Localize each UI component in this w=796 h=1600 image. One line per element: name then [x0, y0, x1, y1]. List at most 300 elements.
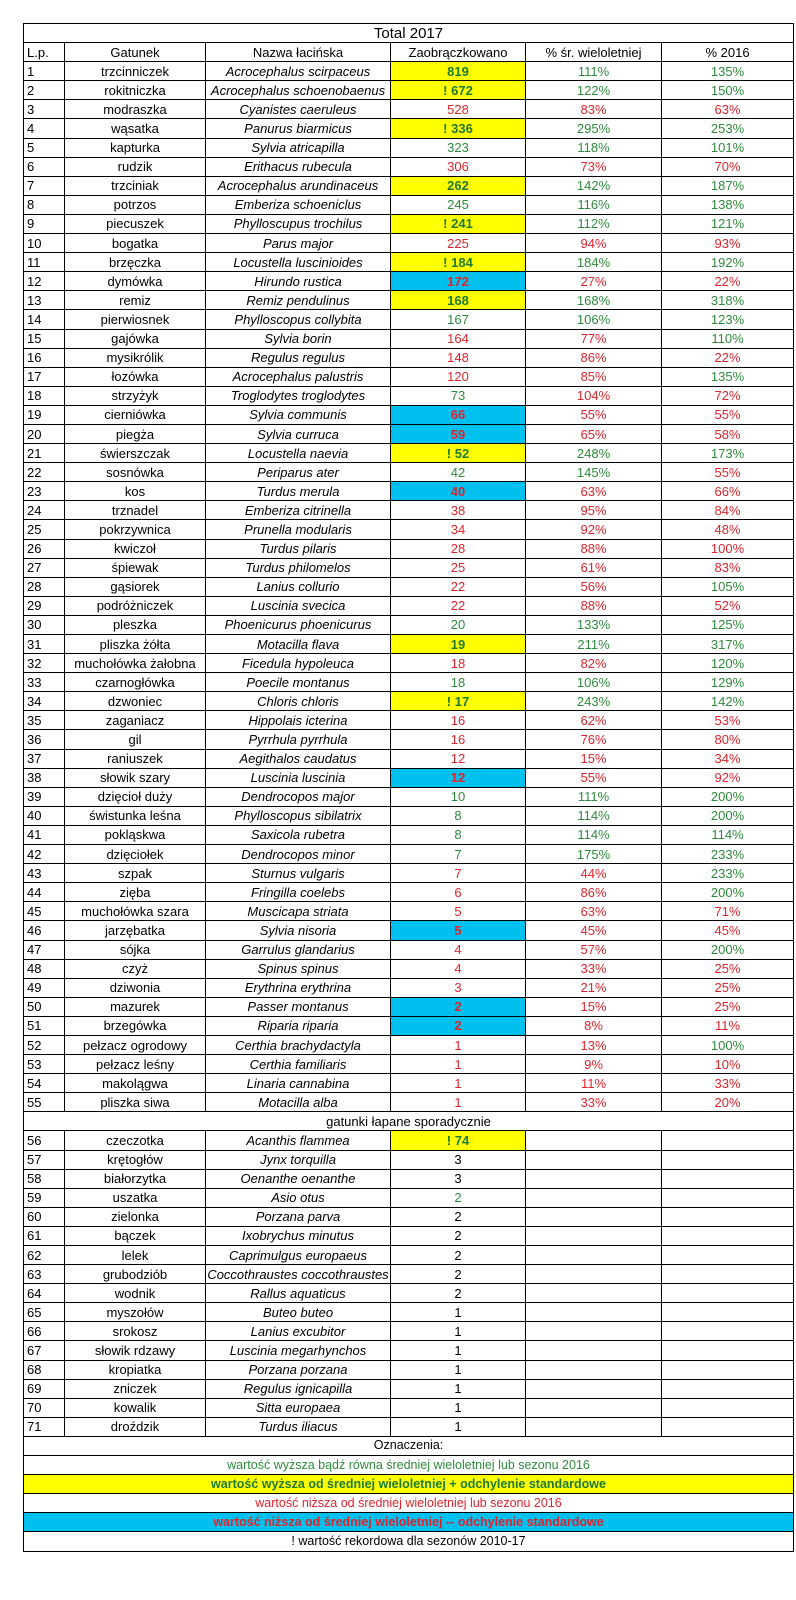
row-number: 18 — [24, 386, 65, 405]
ringed-count: 2 — [391, 1226, 526, 1245]
latin-name: Acrocephalus palustris — [206, 367, 391, 386]
pct-2016: 25% — [662, 959, 794, 978]
row-number: 27 — [24, 558, 65, 577]
species-name: pleszka — [65, 615, 206, 634]
latin-name: Chloris chloris — [206, 692, 391, 711]
ringed-count: 2 — [391, 1016, 526, 1035]
ringing-summary-table-container — [23, 23, 793, 1552]
table-row — [24, 730, 794, 749]
pct-2016: 52% — [662, 596, 794, 615]
species-name: rokitniczka — [65, 81, 206, 100]
ringed-count: 2 — [391, 1265, 526, 1284]
table-row — [24, 692, 794, 711]
table-row — [24, 1398, 794, 1417]
row-number: 22 — [24, 463, 65, 482]
latin-name: Linaria cannabina — [206, 1074, 391, 1093]
pct-2016: 101% — [662, 138, 794, 157]
ringed-count: 66 — [391, 405, 526, 424]
table-row — [24, 825, 794, 844]
ringed-count: 1 — [391, 1055, 526, 1074]
header-pct-longterm: % śr. wieloletniej — [526, 43, 662, 62]
species-name: trznadel — [65, 501, 206, 520]
latin-name: Ixobrychus minutus — [206, 1226, 391, 1245]
ringed-count: 16 — [391, 730, 526, 749]
table-row — [24, 501, 794, 520]
latin-name: Caprimulgus europaeus — [206, 1246, 391, 1265]
table-row — [24, 367, 794, 386]
species-name: zaganiacz — [65, 711, 206, 730]
ringed-count: 3 — [391, 1150, 526, 1169]
row-number: 13 — [24, 291, 65, 310]
pct-2016: 71% — [662, 902, 794, 921]
row-number: 56 — [24, 1131, 65, 1150]
ringed-count: 3 — [391, 1169, 526, 1188]
row-number: 9 — [24, 214, 65, 233]
pct-2016: 192% — [662, 253, 794, 272]
latin-name: Motacilla alba — [206, 1093, 391, 1112]
table-row — [24, 711, 794, 730]
pct-2016: 100% — [662, 1035, 794, 1054]
row-number: 63 — [24, 1265, 65, 1284]
pct-longterm-empty — [526, 1131, 662, 1150]
pct-2016: 25% — [662, 978, 794, 997]
pct-longterm: 85% — [526, 367, 662, 386]
ringed-count: ! 17 — [391, 692, 526, 711]
row-number: 7 — [24, 176, 65, 195]
table-row — [24, 1131, 794, 1150]
table-row — [24, 310, 794, 329]
ringed-count: 73 — [391, 386, 526, 405]
row-number: 21 — [24, 444, 65, 463]
table-row — [24, 1417, 794, 1436]
pct-2016: 25% — [662, 997, 794, 1016]
species-name: uszatka — [65, 1188, 206, 1207]
pct-longterm: 86% — [526, 883, 662, 902]
table-row — [24, 1226, 794, 1245]
pct-longterm: 27% — [526, 272, 662, 291]
pct-longterm: 88% — [526, 596, 662, 615]
pct-2016: 138% — [662, 195, 794, 214]
pct-longterm: 63% — [526, 482, 662, 501]
ringed-count: 172 — [391, 272, 526, 291]
header-row — [24, 43, 794, 62]
latin-name: Erythrina erythrina — [206, 978, 391, 997]
row-number: 59 — [24, 1188, 65, 1207]
header-pct-2016: % 2016 — [662, 43, 794, 62]
pct-longterm-empty — [526, 1188, 662, 1207]
latin-name: Turdus iliacus — [206, 1417, 391, 1436]
ringed-count: 5 — [391, 921, 526, 940]
pct-2016-empty — [662, 1226, 794, 1245]
species-name: łozówka — [65, 367, 206, 386]
species-name: piegża — [65, 424, 206, 443]
species-name: kapturka — [65, 138, 206, 157]
ringed-count: 1 — [391, 1074, 526, 1093]
pct-2016: 233% — [662, 845, 794, 864]
pct-longterm: 45% — [526, 921, 662, 940]
table-row — [24, 1322, 794, 1341]
ringed-count: 225 — [391, 234, 526, 253]
table-row — [24, 787, 794, 806]
pct-longterm: 33% — [526, 959, 662, 978]
row-number: 12 — [24, 272, 65, 291]
latin-name: Sylvia borin — [206, 329, 391, 348]
latin-name: Porzana parva — [206, 1207, 391, 1226]
latin-name: Aegithalos caudatus — [206, 749, 391, 768]
ringed-count: 19 — [391, 635, 526, 654]
species-name: pokląskwa — [65, 825, 206, 844]
pct-2016: 48% — [662, 520, 794, 539]
ringed-count: 167 — [391, 310, 526, 329]
row-number: 10 — [24, 234, 65, 253]
pct-2016-empty — [662, 1417, 794, 1436]
pct-2016: 100% — [662, 539, 794, 558]
species-name: brzegówka — [65, 1016, 206, 1035]
pct-longterm: 63% — [526, 902, 662, 921]
table-row — [24, 119, 794, 138]
table-row — [24, 1035, 794, 1054]
row-number: 41 — [24, 825, 65, 844]
pct-2016: 66% — [662, 482, 794, 501]
ringed-count: 1 — [391, 1341, 526, 1360]
latin-name: Luscinia luscinia — [206, 768, 391, 787]
species-name: kowalik — [65, 1398, 206, 1417]
table-row — [24, 654, 794, 673]
table-row — [24, 959, 794, 978]
table-row — [24, 902, 794, 921]
row-number: 35 — [24, 711, 65, 730]
latin-name: Prunella modularis — [206, 520, 391, 539]
row-number: 5 — [24, 138, 65, 157]
pct-longterm: 295% — [526, 119, 662, 138]
table-row — [24, 520, 794, 539]
pct-longterm: 15% — [526, 997, 662, 1016]
pct-2016-empty — [662, 1265, 794, 1284]
row-number: 1 — [24, 62, 65, 81]
title-row — [24, 24, 794, 43]
pct-longterm: 56% — [526, 577, 662, 596]
table-row — [24, 214, 794, 233]
ringed-count: 1 — [391, 1360, 526, 1379]
latin-name: Garrulus glandarius — [206, 940, 391, 959]
row-number: 62 — [24, 1246, 65, 1265]
latin-name: Motacilla flava — [206, 635, 391, 654]
latin-name: Porzana porzana — [206, 1360, 391, 1379]
latin-name: Locustella luscinioides — [206, 253, 391, 272]
species-name: trzciniak — [65, 176, 206, 195]
ringed-count: 1 — [391, 1417, 526, 1436]
pct-longterm: 111% — [526, 787, 662, 806]
ringed-count: 7 — [391, 845, 526, 864]
ringed-count: 28 — [391, 539, 526, 558]
pct-2016-empty — [662, 1131, 794, 1150]
ringed-count: 16 — [391, 711, 526, 730]
pct-2016: 33% — [662, 1074, 794, 1093]
pct-longterm-empty — [526, 1417, 662, 1436]
ringed-count: 22 — [391, 577, 526, 596]
pct-2016: 84% — [662, 501, 794, 520]
row-number: 68 — [24, 1360, 65, 1379]
latin-name: Regulus ignicapilla — [206, 1379, 391, 1398]
species-name: pełzacz leśny — [65, 1055, 206, 1074]
row-number: 57 — [24, 1150, 65, 1169]
latin-name: Phylloscopus collybita — [206, 310, 391, 329]
ringed-count: ! 52 — [391, 444, 526, 463]
latin-name: Panurus biarmicus — [206, 119, 391, 138]
table-row — [24, 1188, 794, 1207]
table-row — [24, 749, 794, 768]
latin-name: Rallus aquaticus — [206, 1284, 391, 1303]
ringed-count: 168 — [391, 291, 526, 310]
sporadic-section-title: gatunki łapane sporadycznie — [24, 1112, 794, 1131]
pct-longterm-empty — [526, 1150, 662, 1169]
table-row — [24, 157, 794, 176]
latin-name: Dendrocopos minor — [206, 845, 391, 864]
species-name: słowik szary — [65, 768, 206, 787]
table-row — [24, 806, 794, 825]
latin-name: Certhia brachydactyla — [206, 1035, 391, 1054]
header-ringed: Zaobrączkowano — [391, 43, 526, 62]
pct-longterm: 73% — [526, 157, 662, 176]
species-name: sójka — [65, 940, 206, 959]
species-name: droździk — [65, 1417, 206, 1436]
pct-2016-empty — [662, 1303, 794, 1322]
table-row — [24, 1016, 794, 1035]
row-number: 3 — [24, 100, 65, 119]
sporadic-section-row — [24, 1112, 794, 1131]
row-number: 70 — [24, 1398, 65, 1417]
pct-longterm: 145% — [526, 463, 662, 482]
pct-longterm: 114% — [526, 806, 662, 825]
latin-name: Turdus philomelos — [206, 558, 391, 577]
species-name: pierwiosnek — [65, 310, 206, 329]
pct-longterm: 33% — [526, 1093, 662, 1112]
latin-name: Acrocephalus schoenobaenus — [206, 81, 391, 100]
pct-longterm: 61% — [526, 558, 662, 577]
species-name: zięba — [65, 883, 206, 902]
table-row — [24, 1379, 794, 1398]
row-number: 24 — [24, 501, 65, 520]
pct-longterm: 21% — [526, 978, 662, 997]
ringed-count: 59 — [391, 424, 526, 443]
row-number: 65 — [24, 1303, 65, 1322]
table-row — [24, 386, 794, 405]
ringed-count: 8 — [391, 806, 526, 825]
pct-2016: 142% — [662, 692, 794, 711]
latin-name: Sylvia communis — [206, 405, 391, 424]
pct-2016: 45% — [662, 921, 794, 940]
species-name: strzyżyk — [65, 386, 206, 405]
pct-longterm: 248% — [526, 444, 662, 463]
pct-2016-empty — [662, 1398, 794, 1417]
table-row — [24, 883, 794, 902]
ringed-count: 2 — [391, 1207, 526, 1226]
latin-name: Periparus ater — [206, 463, 391, 482]
species-name: trzcinniczek — [65, 62, 206, 81]
latin-name: Lanius collurio — [206, 577, 391, 596]
pct-longterm: 8% — [526, 1016, 662, 1035]
ringed-count: ! 74 — [391, 1131, 526, 1150]
legend-row — [24, 1513, 794, 1532]
ringed-count: 25 — [391, 558, 526, 577]
ringed-count: 42 — [391, 463, 526, 482]
pct-longterm-empty — [526, 1246, 662, 1265]
ringed-count: ! 184 — [391, 253, 526, 272]
table-row — [24, 1303, 794, 1322]
ringed-count: 10 — [391, 787, 526, 806]
species-name: czeczotka — [65, 1131, 206, 1150]
pct-longterm: 57% — [526, 940, 662, 959]
row-number: 20 — [24, 424, 65, 443]
pct-longterm: 88% — [526, 539, 662, 558]
species-name: gil — [65, 730, 206, 749]
pct-2016: 200% — [662, 940, 794, 959]
pct-longterm: 86% — [526, 348, 662, 367]
species-name: dziwonia — [65, 978, 206, 997]
table-row — [24, 635, 794, 654]
ringed-count: 5 — [391, 902, 526, 921]
latin-name: Parus major — [206, 234, 391, 253]
ringed-count: 40 — [391, 482, 526, 501]
pct-2016: 70% — [662, 157, 794, 176]
table-row — [24, 1055, 794, 1074]
table-row — [24, 329, 794, 348]
row-number: 36 — [24, 730, 65, 749]
pct-2016: 150% — [662, 81, 794, 100]
table-row — [24, 272, 794, 291]
pct-2016: 22% — [662, 272, 794, 291]
pct-longterm: 111% — [526, 62, 662, 81]
species-name: raniuszek — [65, 749, 206, 768]
ringed-count: 3 — [391, 978, 526, 997]
pct-2016: 110% — [662, 329, 794, 348]
row-number: 31 — [24, 635, 65, 654]
legend-row — [24, 1532, 794, 1551]
table-row — [24, 940, 794, 959]
latin-name: Hirundo rustica — [206, 272, 391, 291]
table-row — [24, 1246, 794, 1265]
table-row — [24, 348, 794, 367]
ringed-count: 8 — [391, 825, 526, 844]
legend-title: Oznaczenia: — [24, 1436, 794, 1455]
row-number: 16 — [24, 348, 65, 367]
species-name: szpak — [65, 864, 206, 883]
row-number: 28 — [24, 577, 65, 596]
pct-2016: 173% — [662, 444, 794, 463]
species-name: cierniówka — [65, 405, 206, 424]
pct-2016-empty — [662, 1246, 794, 1265]
pct-longterm-empty — [526, 1226, 662, 1245]
legend-row — [24, 1475, 794, 1494]
row-number: 54 — [24, 1074, 65, 1093]
pct-longterm: 11% — [526, 1074, 662, 1093]
table-row — [24, 1341, 794, 1360]
latin-name: Lanius excubitor — [206, 1322, 391, 1341]
pct-longterm-empty — [526, 1265, 662, 1284]
pct-2016: 187% — [662, 176, 794, 195]
table-row — [24, 424, 794, 443]
pct-2016: 11% — [662, 1016, 794, 1035]
header-species: Gatunek — [65, 43, 206, 62]
table-row — [24, 138, 794, 157]
legend-item: wartość niższa od średniej wieloletniej lub sezonu 2016 — [24, 1494, 794, 1513]
pct-2016: 318% — [662, 291, 794, 310]
legend-title-row — [24, 1436, 794, 1455]
row-number: 19 — [24, 405, 65, 424]
pct-longterm: 116% — [526, 195, 662, 214]
latin-name: Turdus merula — [206, 482, 391, 501]
ringed-count: 7 — [391, 864, 526, 883]
species-name: krętogłów — [65, 1150, 206, 1169]
latin-name: Spinus spinus — [206, 959, 391, 978]
species-name: kropiatka — [65, 1360, 206, 1379]
latin-name: Sitta europaea — [206, 1398, 391, 1417]
ringed-count: 38 — [391, 501, 526, 520]
ringed-count: 18 — [391, 673, 526, 692]
latin-name: Remiz pendulinus — [206, 291, 391, 310]
table-row — [24, 1150, 794, 1169]
table-row — [24, 673, 794, 692]
species-name: czarnogłówka — [65, 673, 206, 692]
table-row — [24, 1074, 794, 1093]
legend-item: wartość wyższa bądź równa średniej wieloletniej lub sezonu 2016 — [24, 1456, 794, 1475]
species-name: pełzacz ogrodowy — [65, 1035, 206, 1054]
row-number: 51 — [24, 1016, 65, 1035]
row-number: 15 — [24, 329, 65, 348]
legend-item: wartość niższa od średniej wieloletniej -- odchylenie standardowe — [24, 1513, 794, 1532]
species-name: dzwoniec — [65, 692, 206, 711]
table-row — [24, 195, 794, 214]
ringed-count: 819 — [391, 62, 526, 81]
pct-2016-empty — [662, 1379, 794, 1398]
row-number: 64 — [24, 1284, 65, 1303]
species-name: jarzębatka — [65, 921, 206, 940]
species-name: pliszka żółta — [65, 635, 206, 654]
pct-longterm: 106% — [526, 310, 662, 329]
species-name: gajówka — [65, 329, 206, 348]
species-name: czyż — [65, 959, 206, 978]
pct-2016: 253% — [662, 119, 794, 138]
latin-name: Cyanistes caeruleus — [206, 100, 391, 119]
legend-item: wartość wyższa od średniej wieloletniej + odchylenie standardowe — [24, 1475, 794, 1494]
row-number: 34 — [24, 692, 65, 711]
table-row — [24, 558, 794, 577]
ringed-count: 12 — [391, 768, 526, 787]
pct-longterm: 112% — [526, 214, 662, 233]
species-name: remiz — [65, 291, 206, 310]
species-name: świstunka leśna — [65, 806, 206, 825]
pct-2016: 114% — [662, 825, 794, 844]
table-row — [24, 845, 794, 864]
species-name: kwiczoł — [65, 539, 206, 558]
species-name: mysikrólik — [65, 348, 206, 367]
ringed-count: 1 — [391, 1303, 526, 1322]
ringed-count: 323 — [391, 138, 526, 157]
pct-2016: 53% — [662, 711, 794, 730]
ringed-count: 6 — [391, 883, 526, 902]
row-number: 6 — [24, 157, 65, 176]
pct-longterm-empty — [526, 1284, 662, 1303]
table-row — [24, 291, 794, 310]
species-name: gąsiorek — [65, 577, 206, 596]
table-row — [24, 62, 794, 81]
pct-longterm: 104% — [526, 386, 662, 405]
row-number: 66 — [24, 1322, 65, 1341]
pct-2016: 20% — [662, 1093, 794, 1112]
pct-2016: 63% — [662, 100, 794, 119]
pct-longterm-empty — [526, 1398, 662, 1417]
legend-row — [24, 1456, 794, 1475]
